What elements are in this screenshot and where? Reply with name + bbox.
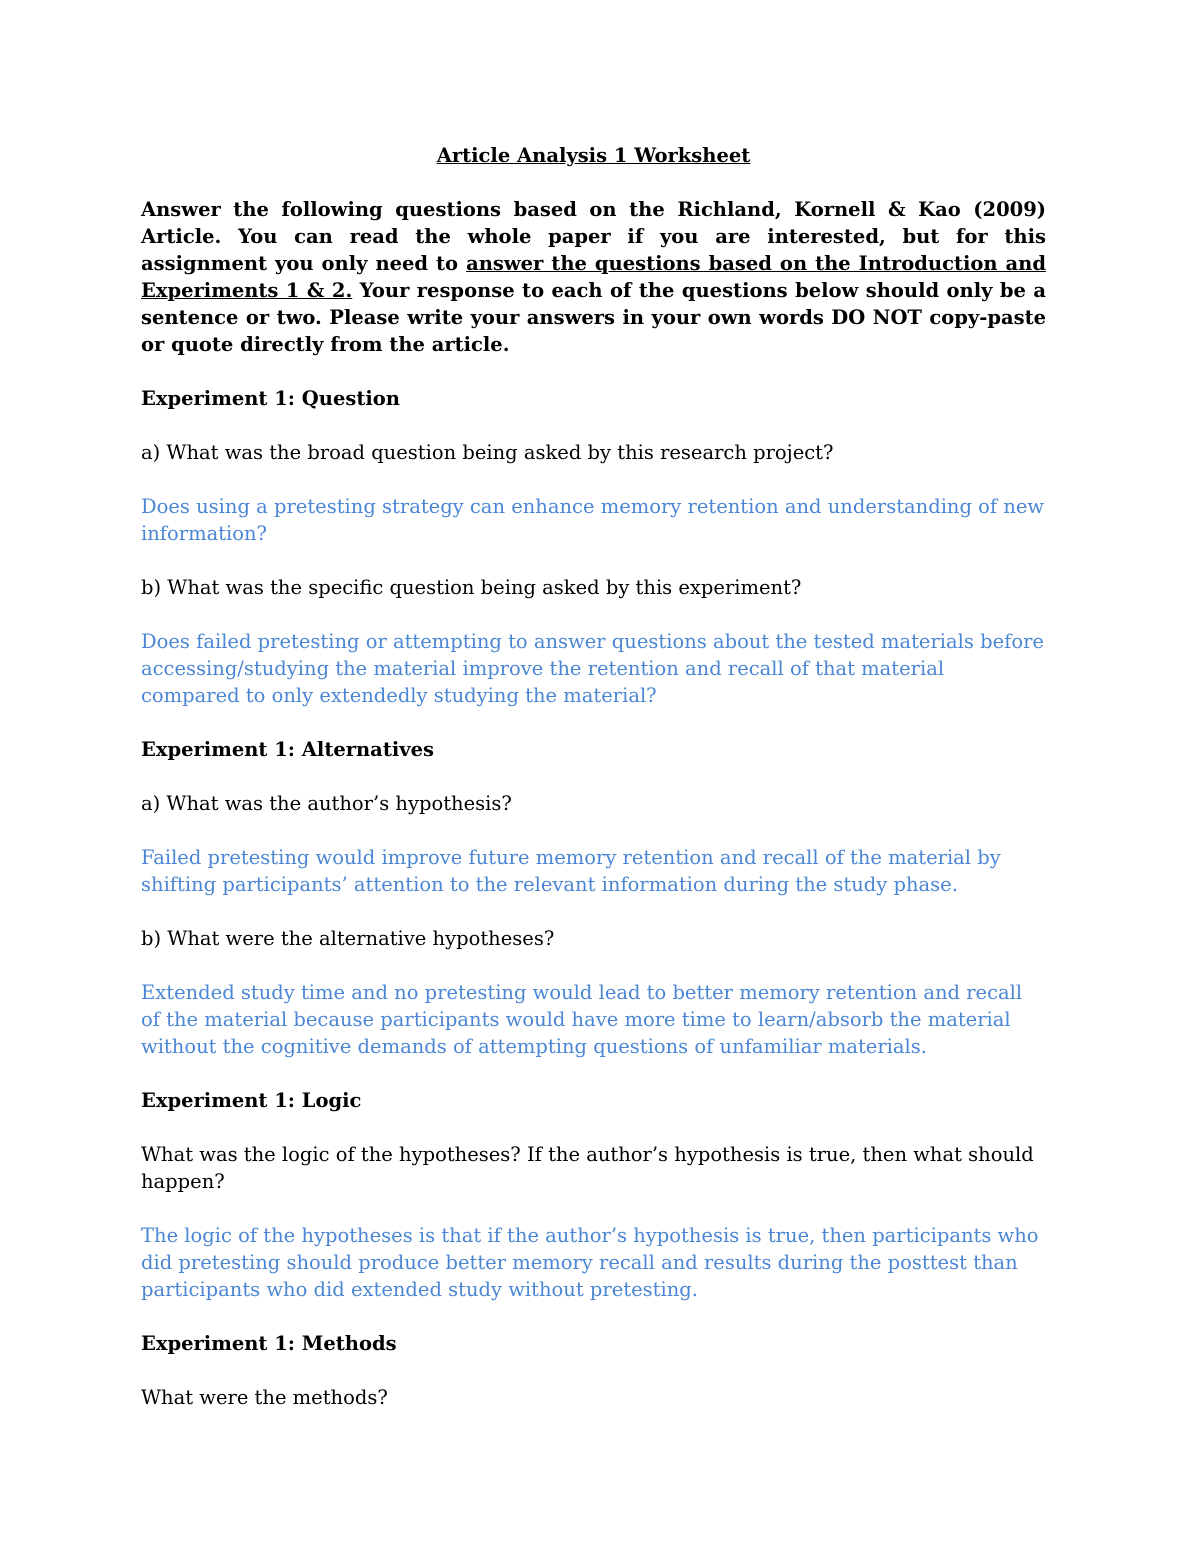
section-heading-methods: Experiment 1: Methods — [141, 1332, 397, 1355]
question-broad: a) What was the broad question being asked by this research project? — [141, 441, 834, 464]
section-heading-question: Experiment 1: Question — [141, 387, 400, 410]
question-hypothesis: a) What was the author’s hypothesis? — [141, 792, 512, 815]
answer-alternative-hypotheses: Extended study time and no pretesting would lead to better memory retention and recall of the material because participants would have more time to learn/absorb the material without the cognitive demands of attempting questions of unfamiliar materials. — [141, 981, 1023, 1058]
question-logic: What was the logic of the hypotheses? If the author’s hypothesis is true, then what should happen? — [141, 1143, 1034, 1193]
instructions-text-continued: Your response to each of the questions below should only be a sentence or two. Please write your answers in your own words DO NOT copy-paste or quote directly from the article. — [141, 279, 1046, 356]
answer-logic: The logic of the hypotheses is that if the author’s hypothesis is true, then participants who did pretesting should produce better memory recall and results during the posttest than participants who did extended study without pretesting. — [141, 1224, 1039, 1301]
answer-broad: Does using a pretesting strategy can enhance memory retention and understanding of new information? — [141, 495, 1045, 545]
section-heading-logic: Experiment 1: Logic — [141, 1089, 362, 1112]
question-specific: b) What was the specific question being asked by this experiment? — [141, 576, 802, 599]
document-content — [141, 142, 1046, 1438]
question-alternative-hypotheses: b) What were the alternative hypotheses? — [141, 927, 555, 950]
instructions-underlined-text: answer the questions based on the Introduction and Experiments 1 & 2. — [141, 252, 1046, 302]
question-methods: What were the methods? — [141, 1386, 388, 1409]
instructions-text: Answer the following questions based on the Richland, Kornell & Kao (2009) Article. You can read the whole paper if you are interested, but for this assignment you only need to — [141, 198, 1046, 275]
section-heading-alternatives: Experiment 1: Alternatives — [141, 738, 434, 761]
answer-specific: Does failed pretesting or attempting to answer questions about the tested materials before accessing/studying the material improve the retention and recall of that material compared to only extendedly studying the material? — [141, 630, 1044, 707]
page-title: Article Analysis 1 Worksheet — [436, 144, 751, 167]
answer-hypothesis: Failed pretesting would improve future memory retention and recall of the material by shifting participants’ attention to the relevant information during the study phase. — [141, 846, 1001, 896]
instructions-paragraph — [141, 196, 1046, 358]
